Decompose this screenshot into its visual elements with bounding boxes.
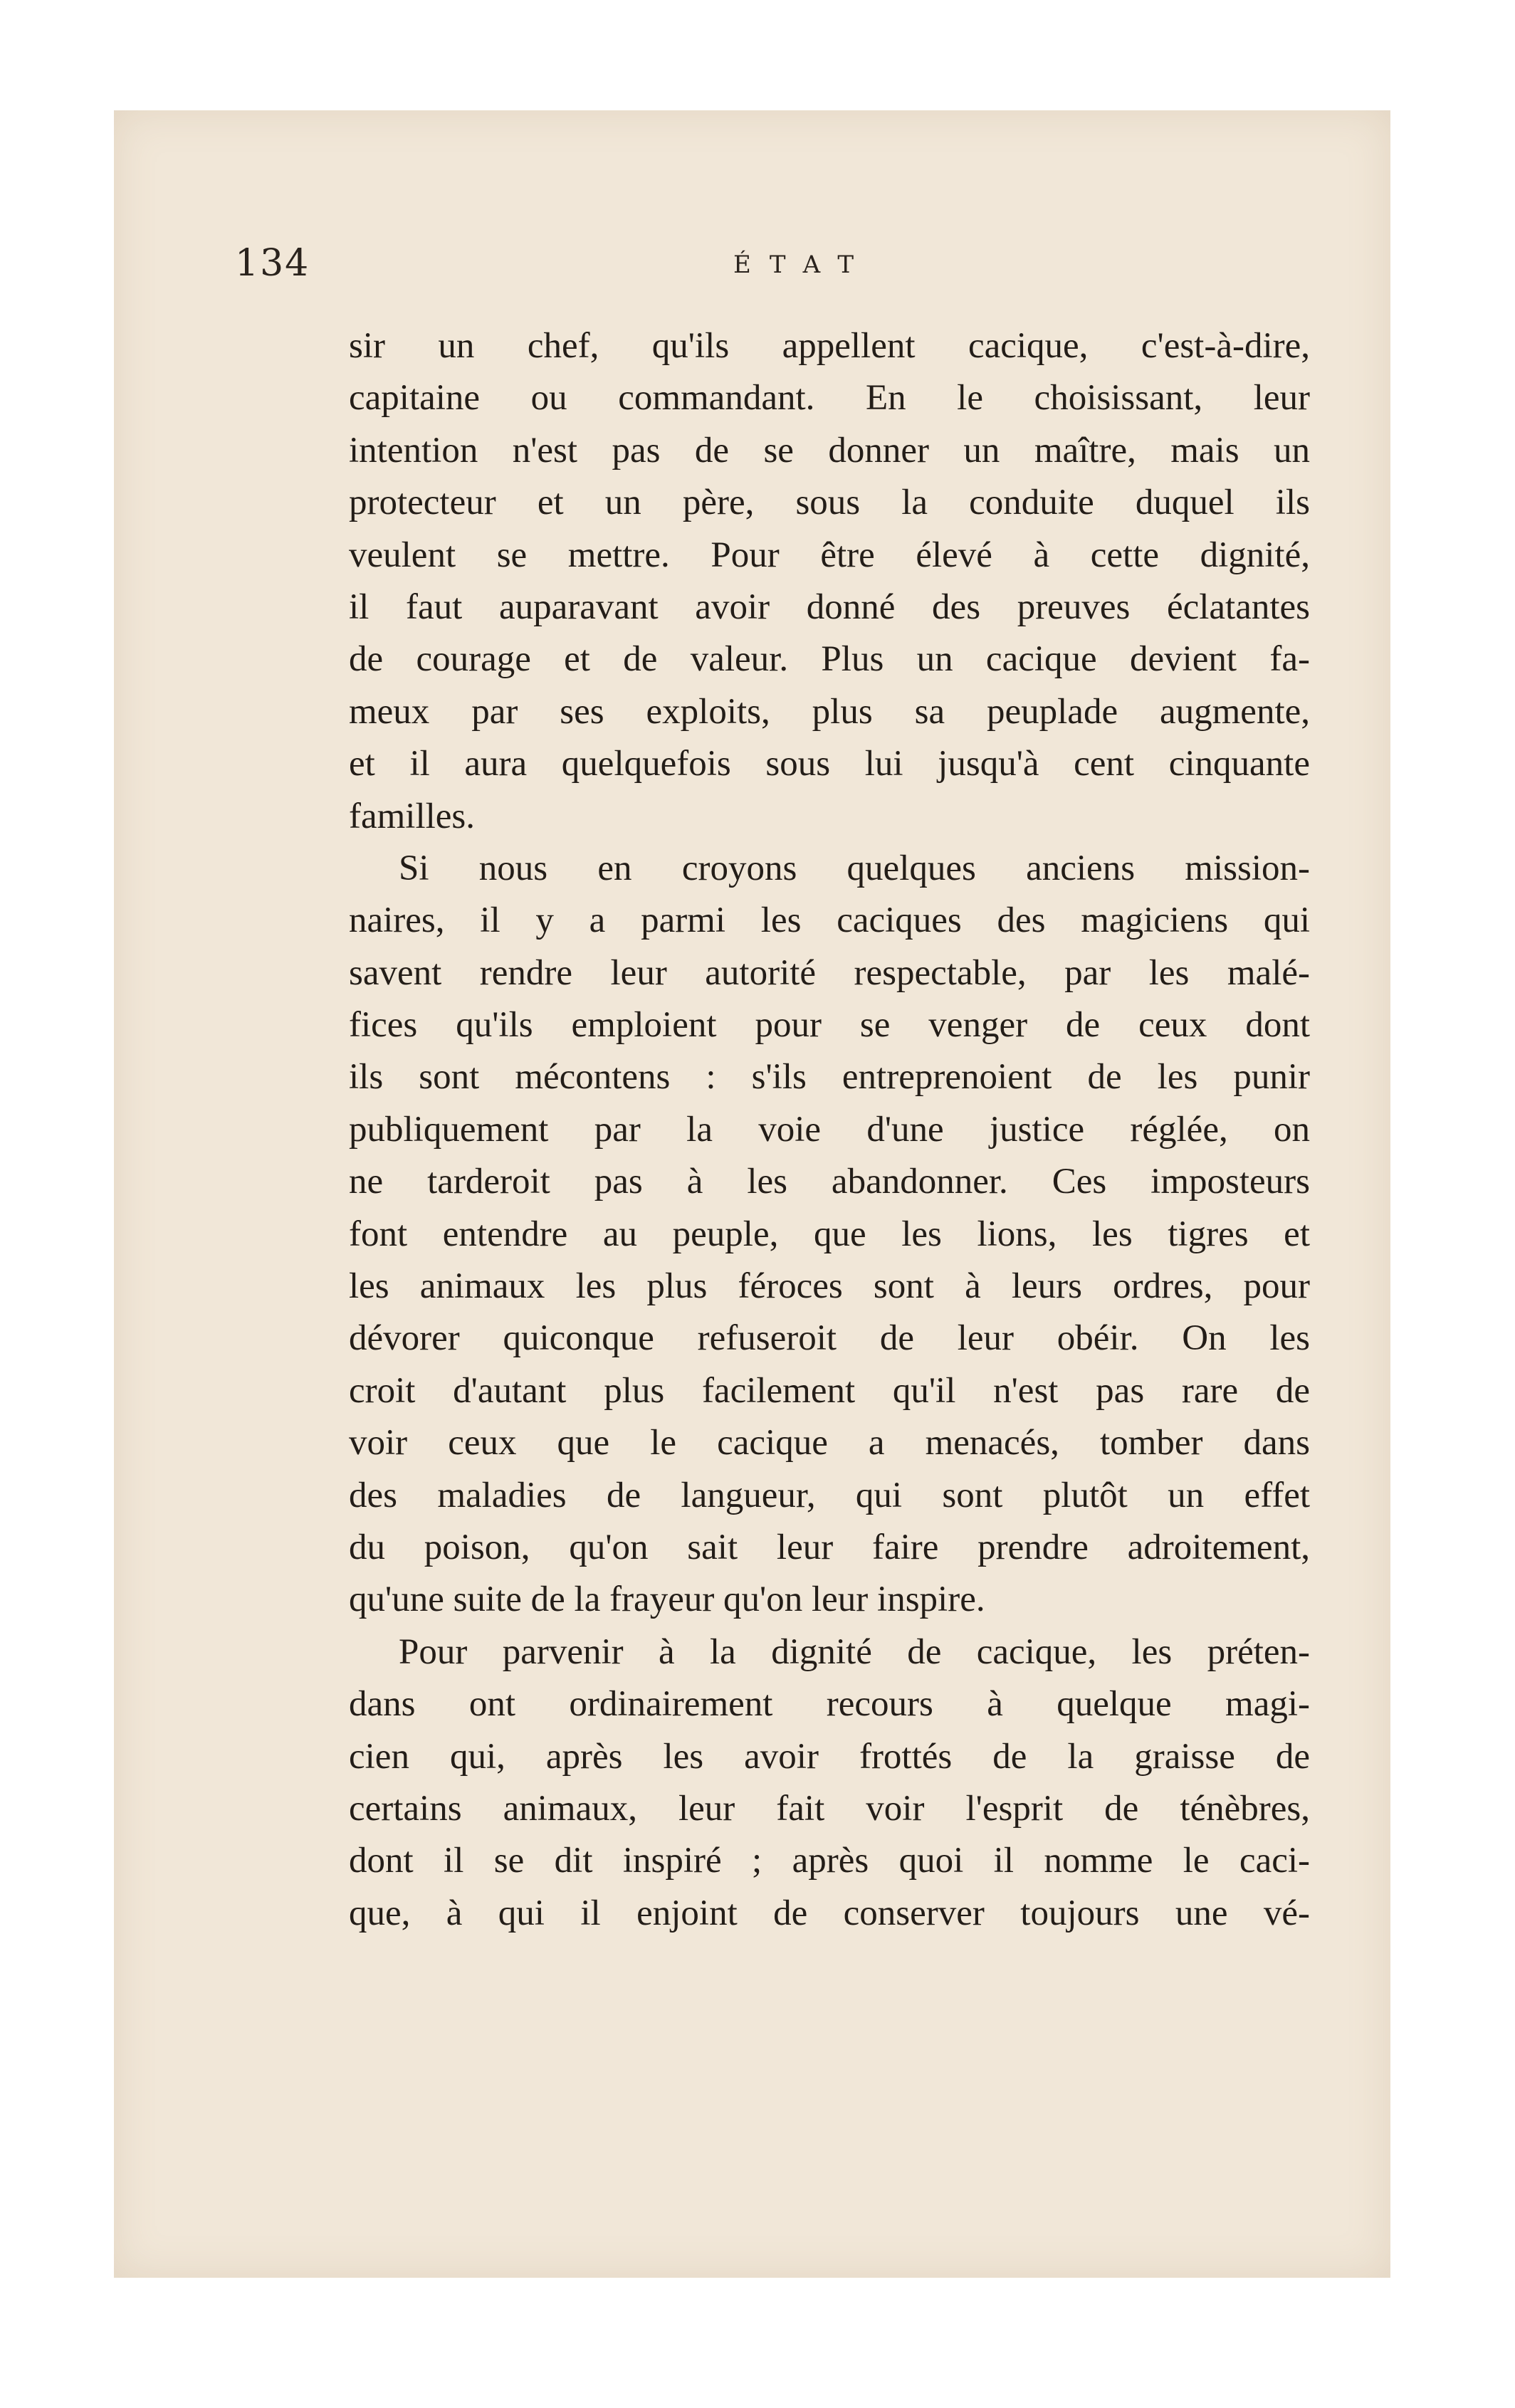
text-line: voir ceux que le cacique a menacés, tomber dans — [349, 1423, 1310, 1463]
page-number: 134 — [235, 242, 310, 285]
text-line: capitaine ou commandant. En le choisissant, leur — [349, 378, 1310, 419]
text-line: publiquement par la voie d'une justice réglée, on — [349, 1109, 1310, 1150]
text-line: qu'une suite de la frayeur qu'on leur inspire. — [349, 1579, 985, 1620]
text-line: sir un chef, qu'ils appellent cacique, c'est-à-dire, — [349, 326, 1310, 366]
text-line: protecteur et un père, sous la conduite duquel ils — [349, 483, 1310, 523]
text-line: savent rendre leur autorité respectable, par les malé- — [349, 952, 1310, 993]
text-line: de courage et de valeur. Plus un cacique devient fa- — [349, 639, 1310, 680]
text-line: il faut auparavant avoir donné des preuves éclatantes — [349, 587, 1310, 627]
paragraph-2 — [349, 843, 1310, 1626]
text-line: croit d'autant plus facilement qu'il n'est pas rare de — [349, 1370, 1310, 1411]
text-line: les animaux les plus féroces sont à leurs ordres, pour — [349, 1266, 1310, 1307]
text-line: dévorer quiconque refuseroit de leur obéir. On les — [349, 1318, 1310, 1359]
body-text — [349, 320, 1310, 1940]
text-line: font entendre au peuple, que les lions, les tigres et — [349, 1214, 1310, 1254]
text-line: familles. — [349, 796, 476, 836]
text-line: et il aura quelquefois sous lui jusqu'à cent cinquante — [349, 744, 1310, 784]
text-line: certains animaux, leur fait voir l'esprit de ténèbres, — [349, 1788, 1310, 1829]
running-head: ÉTAT — [733, 251, 873, 279]
text-line: Si nous en croyons quelques anciens mission- — [399, 848, 1310, 888]
text-line: des maladies de langueur, qui sont plutôt un effet — [349, 1475, 1310, 1515]
text-line: meux par ses exploits, plus sa peuplade augmente, — [349, 691, 1310, 732]
text-line: Pour parvenir à la dignité de cacique, les préten- — [399, 1631, 1310, 1672]
paragraph-1 — [349, 320, 1310, 843]
text-line: ils sont mécontens : s'ils entreprenoient de les punir — [349, 1057, 1310, 1098]
text-line: du poison, qu'on sait leur faire prendre adroitement, — [349, 1527, 1310, 1567]
text-line: dans ont ordinairement recours à quelque magi- — [349, 1684, 1310, 1725]
text-line: fices qu'ils emploient pour se venger de ceux dont — [349, 1005, 1310, 1046]
paragraph-3 — [349, 1626, 1310, 1940]
text-line: veulent se mettre. Pour être élevé à cette dignité, — [349, 535, 1310, 575]
text-line: naires, il y a parmi les caciques des magiciens qui — [349, 900, 1310, 941]
text-line: cien qui, après les avoir frottés de la graisse de — [349, 1736, 1310, 1777]
text-line: que, à qui il enjoint de conserver toujours une vé- — [349, 1893, 1310, 1933]
page-header — [235, 242, 1310, 292]
text-line: ne tarderoit pas à les abandonner. Ces imposteurs — [349, 1162, 1310, 1202]
text-line: intention n'est pas de se donner un maître, mais un — [349, 430, 1310, 470]
text-line: dont il se dit inspiré ; après quoi il nomme le caci- — [349, 1841, 1310, 1881]
